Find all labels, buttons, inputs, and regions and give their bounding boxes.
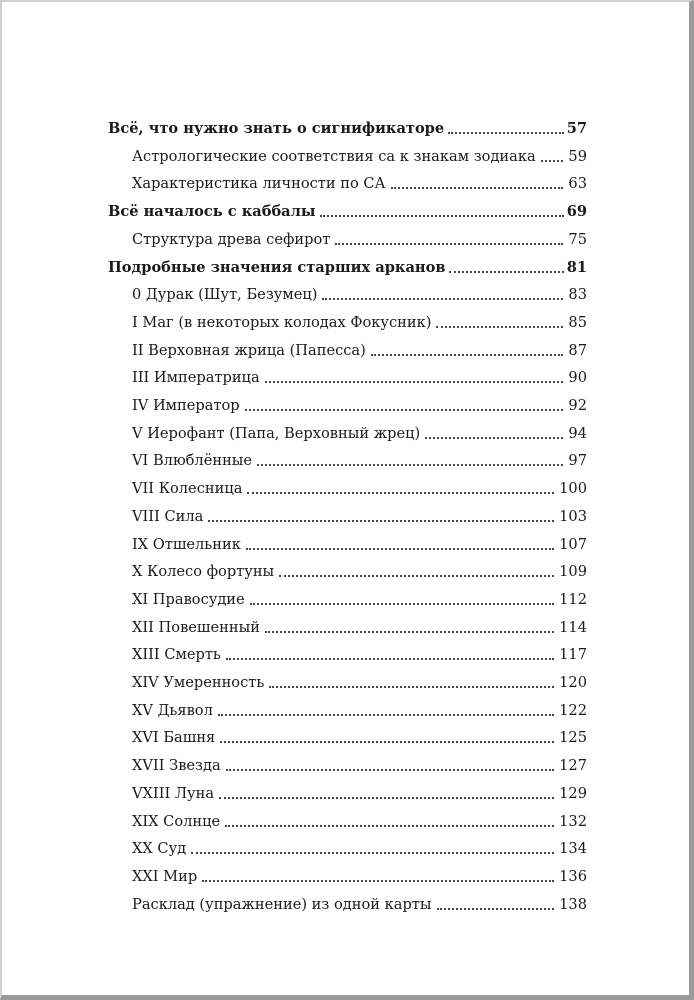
- toc-entry-title: VI Влюблённые: [132, 452, 253, 470]
- dot-leader: [257, 454, 563, 466]
- toc-entry-title: Подробные значения старших арканов: [108, 258, 446, 276]
- dot-leader: [191, 842, 554, 854]
- toc-entry-title: XI Правосудие: [132, 590, 245, 608]
- dot-leader: [265, 371, 564, 383]
- toc-entry-title: XVII Звезда: [132, 757, 221, 775]
- toc-entry: [132, 142, 587, 166]
- toc-entry-page-number: 125: [559, 729, 587, 747]
- toc-entry-page-number: 117: [559, 646, 587, 664]
- toc-entry-title: Структура древа сефирот: [132, 230, 331, 248]
- toc-entry-title: VXIII Луна: [132, 784, 215, 802]
- toc-entry: [132, 225, 587, 249]
- dot-leader: [226, 759, 554, 771]
- toc-entry: [132, 723, 587, 747]
- toc-entry-title: XIX Солнце: [132, 812, 221, 830]
- toc-entry: [132, 280, 587, 304]
- dot-leader: [220, 731, 554, 743]
- toc-entry-page-number: 94: [568, 424, 587, 442]
- dot-leader: [265, 621, 554, 633]
- toc-entry-page-number: 109: [559, 563, 587, 581]
- toc-entry-page-number: 63: [568, 175, 587, 193]
- toc-entry-title: II Верховная жрица (Папесса): [132, 341, 366, 359]
- toc-entry-title: V Иерофант (Папа, Верховный жрец): [132, 424, 421, 442]
- toc-entry-title: IV Император: [132, 397, 240, 414]
- toc-entry-title: XX Суд: [132, 840, 187, 858]
- toc-entry-page-number: 136: [559, 867, 587, 885]
- toc-entry-title: XVI Башня: [132, 729, 216, 747]
- toc-entry-page-number: 114: [559, 618, 587, 636]
- toc-entry: [132, 751, 587, 775]
- toc-entry-title: Характеристика личности по СА: [132, 175, 386, 193]
- toc-entry: [132, 834, 587, 858]
- toc-entry-page-number: 83: [568, 286, 587, 304]
- dot-leader: [391, 177, 564, 189]
- toc-entry-title: Астрологические соответствия са к знакам зодиака: [132, 147, 536, 165]
- toc-entry-title: Расклад (упражнение) из одной карты: [132, 895, 432, 913]
- toc-entry-title: XXI Мир: [132, 867, 198, 885]
- toc-entry-page-number: 134: [559, 840, 587, 858]
- toc-entry-page-number: 85: [568, 313, 587, 331]
- toc-entry-title: VII Колесница: [132, 480, 243, 498]
- toc-entry-page-number: 81: [566, 258, 587, 276]
- toc-entry-page-number: 122: [559, 701, 587, 719]
- dot-leader: [208, 510, 554, 522]
- toc-entry: [132, 779, 587, 803]
- dot-leader: [226, 648, 554, 660]
- toc-entry-title: XIV Умеренность: [132, 674, 265, 691]
- toc-entry: [132, 336, 587, 360]
- dot-leader: [335, 233, 563, 245]
- toc-entry-title: VIII Сила: [132, 507, 204, 525]
- toc-entry: [132, 557, 587, 581]
- toc-entry: [132, 530, 587, 554]
- dot-leader: [425, 427, 563, 439]
- toc-entry: [132, 419, 587, 443]
- toc-entry-page-number: 57: [566, 120, 587, 137]
- toc-section-entry: [108, 197, 587, 221]
- dot-leader: [437, 898, 555, 910]
- dot-leader: [225, 815, 554, 827]
- toc-entry: [132, 862, 587, 886]
- dot-leader: [322, 288, 563, 300]
- toc-entry-page-number: 59: [568, 147, 587, 165]
- toc-entry-page-number: 112: [559, 590, 587, 608]
- dot-leader: [202, 870, 554, 882]
- dot-leader: [371, 344, 564, 356]
- dot-leader: [245, 399, 564, 411]
- toc-entry-page-number: 127: [559, 757, 587, 775]
- toc-section-entry: [108, 114, 587, 138]
- toc-entry: [132, 446, 587, 470]
- toc-entry-page-number: 138: [559, 895, 587, 913]
- toc-entry: [132, 613, 587, 637]
- toc-entry-page-number: 69: [566, 203, 587, 221]
- toc-entry-title: IX Отшельник: [132, 535, 241, 553]
- toc-entry-page-number: 129: [559, 784, 587, 802]
- toc-entry-page-number: 120: [559, 674, 587, 691]
- toc-entry: [132, 391, 587, 415]
- toc-entry-page-number: 92: [568, 397, 587, 414]
- toc-entry: [132, 807, 587, 831]
- dot-leader: [247, 482, 554, 494]
- dot-leader: [279, 565, 554, 577]
- toc-entry-title: I Маг (в некоторых колодах Фокусник): [132, 313, 432, 331]
- dot-leader: [246, 538, 554, 550]
- toc-entry-title: 0 Дурак (Шут, Безумец): [132, 286, 318, 304]
- dot-leader: [320, 205, 564, 217]
- toc-entry-page-number: 100: [559, 480, 587, 498]
- toc-entry-title: Всё, что нужно знать о сигнификаторе: [108, 120, 445, 137]
- toc-entry-page-number: 90: [568, 369, 587, 387]
- toc-entry-title: X Колесо фортуны: [132, 563, 275, 581]
- dot-leader: [218, 704, 554, 716]
- toc-entry-title: XII Повешенный: [132, 618, 260, 636]
- toc-entry-title: XIII Смерть: [132, 646, 221, 664]
- toc-entry-page-number: 97: [568, 452, 587, 470]
- dot-leader: [448, 122, 564, 134]
- toc-entry-page-number: 87: [568, 341, 587, 359]
- toc-entry: [132, 474, 587, 498]
- toc-entry: [132, 668, 587, 692]
- dot-leader: [449, 261, 563, 273]
- dot-leader: [219, 787, 554, 799]
- dot-leader: [436, 316, 563, 328]
- toc-entry: [132, 640, 587, 664]
- toc-entry-page-number: 75: [568, 230, 587, 248]
- dot-leader: [269, 676, 554, 688]
- toc-entry: [132, 169, 587, 193]
- toc-entry-title: Всё началось с каббалы: [108, 203, 316, 221]
- dot-leader: [250, 593, 554, 605]
- toc-entry-page-number: 132: [559, 812, 587, 830]
- toc-entry: [132, 696, 587, 720]
- toc-entry: [132, 308, 587, 332]
- toc-entry-page-number: 103: [559, 507, 587, 525]
- dot-leader: [541, 150, 564, 162]
- toc-entry: [132, 890, 587, 914]
- toc-entry-title: XV Дьявол: [132, 701, 213, 719]
- toc-entry-page-number: 107: [559, 535, 587, 553]
- toc-section-entry: [108, 253, 587, 277]
- toc-entry: [132, 585, 587, 609]
- toc-entry: [132, 502, 587, 526]
- toc-entry: [132, 363, 587, 387]
- toc-entry-title: III Императрица: [132, 369, 260, 387]
